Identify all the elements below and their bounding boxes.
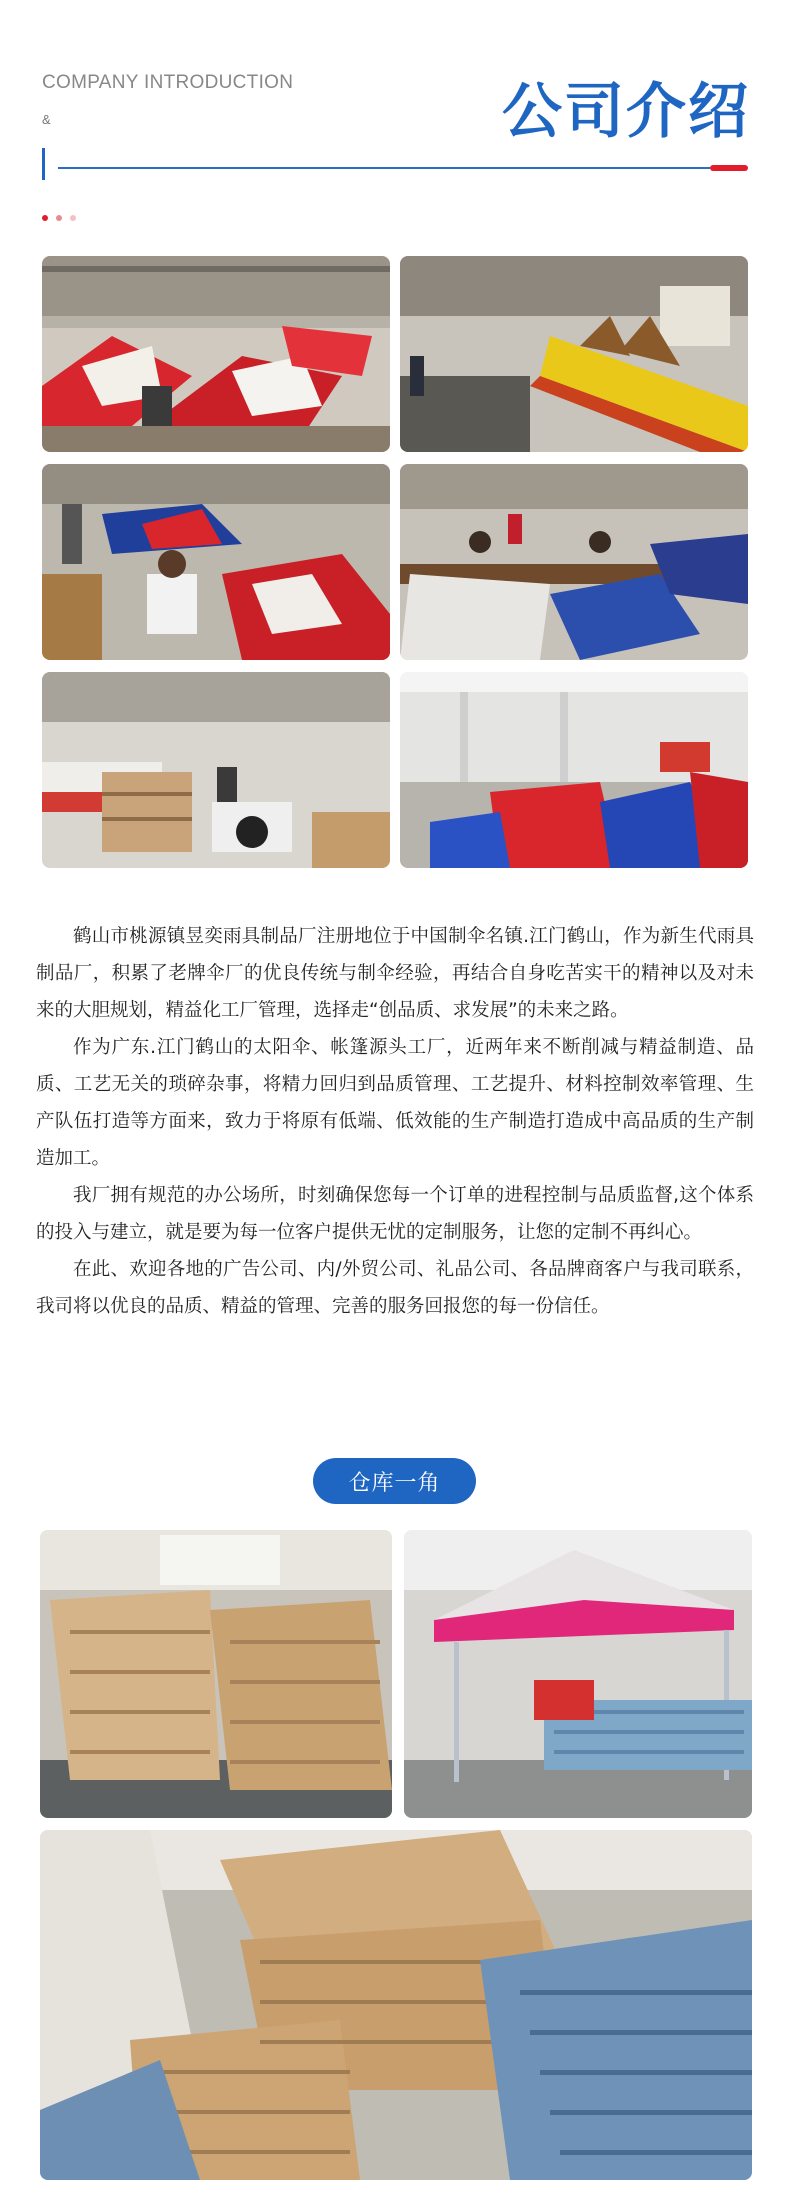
warehouse-section-badge: 仓库一角 [313, 1458, 476, 1504]
ampersand-mark: & [42, 112, 51, 127]
dot-icon [70, 215, 76, 221]
dot-icon [42, 215, 48, 221]
packing-station-photo [42, 672, 390, 868]
pink-tent-photo [404, 1530, 752, 1818]
section-subtitle-english: COMPANY INTRODUCTION [42, 72, 294, 93]
sewing-line-photo [400, 464, 748, 660]
intro-paragraph: 我厂拥有规范的办公场所，时刻确保您每一个订单的进程控制与品质监督,这个体系的投入与建立，就是要为每一位客户提供无忧的定制服务，让您的定制不再纠心。 [36, 1185, 754, 1243]
page-title: 公司介绍 [502, 77, 750, 147]
umbrella-inspection-photo [42, 464, 390, 660]
warehouse-overview-photo [40, 1830, 752, 2180]
yellow-canopy-table-photo [400, 256, 748, 452]
sewing-floor-photo [400, 672, 748, 868]
intro-paragraph: 在此、欢迎各地的广告公司、内/外贸公司、礼品公司、各品牌商客户与我司联系，我司将以优良的品质、精益的管理、完善的服务回报您的每一份信任。 [36, 1259, 754, 1317]
decorative-dots [42, 215, 76, 221]
umbrella-workshop-photo [42, 256, 390, 452]
dot-icon [56, 215, 62, 221]
divider-accent-segment [710, 165, 748, 171]
title-divider-line [58, 167, 710, 169]
intro-paragraph: 作为广东.江门鹤山的太阳伞、帐篷源头工厂，近两年来不断削减与精益制造、品质、工艺无关的琐碎杂事，将精力回归到品质管理、工艺提升、材料控制效率管理、生产队伍打造等方面来，致力于将原有低端、低效能的生产制造打造成中高品质的生产制造加工。 [36, 1037, 754, 1169]
title-vertical-bar [42, 148, 45, 180]
company-introduction-text [36, 918, 754, 1325]
intro-paragraph: 鹤山市桃源镇昱奕雨具制品厂注册地位于中国制伞名镇.江门鹤山，作为新生代雨具制品厂，积累了老牌伞厂的优良传统与制伞经验，再结合自身吃苦实干的精神以及对未来的大胆规划，精益化工厂管理，选择走“创品质、求发展”的未来之路。 [36, 926, 754, 1021]
boxed-stock-photo [40, 1530, 392, 1818]
